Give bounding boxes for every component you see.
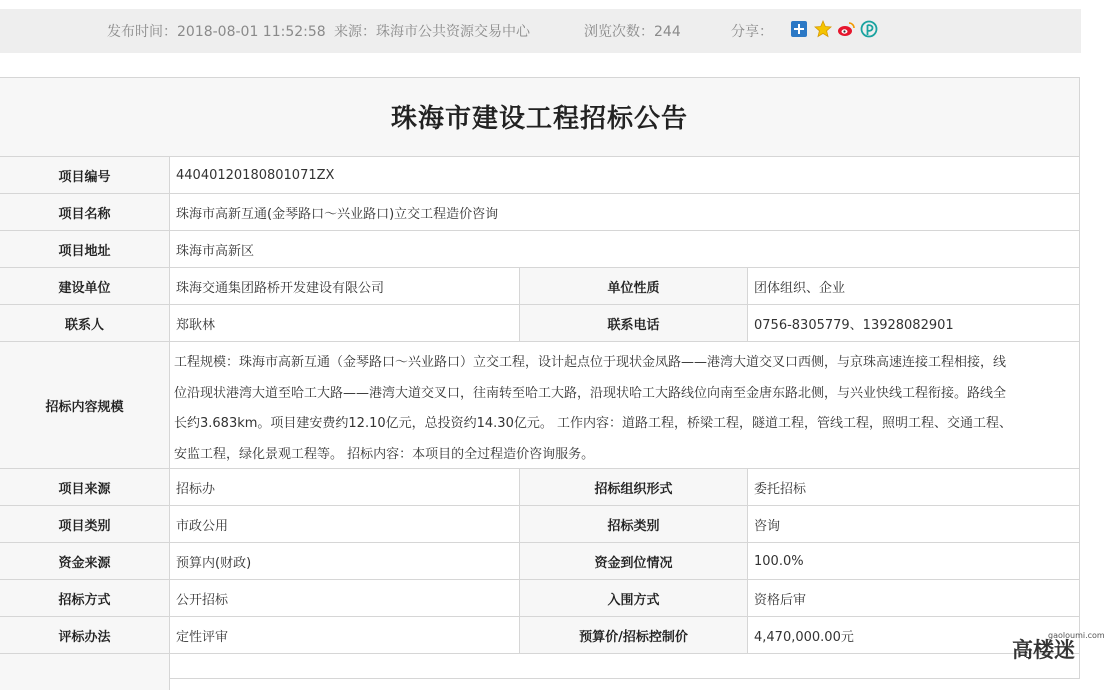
table-row: [0, 506, 1079, 543]
qzone-star-icon[interactable]: [814, 20, 832, 38]
weibo-icon[interactable]: [837, 20, 855, 38]
tender-notice-table: [0, 77, 1080, 679]
article-meta-bar: [0, 9, 1081, 53]
contact-person: 郑耿林: [169, 305, 519, 341]
table-row: [0, 231, 1079, 268]
table-row: [0, 157, 1079, 194]
row-label: 项目类别: [0, 506, 169, 542]
row-label: 项目编号: [0, 157, 169, 193]
table-row: [0, 342, 1079, 469]
builder-name: 珠海交通集团路桥开发建设有限公司: [169, 268, 519, 304]
row-label: 联系人: [0, 305, 169, 341]
table-row: [0, 580, 1079, 617]
row-label: 招标类别: [519, 506, 747, 542]
plus-share-icon[interactable]: [790, 20, 808, 38]
scope-line: 安监工程，绿化景观工程等。 招标内容：本项目的全过程造价咨询服务。: [174, 446, 595, 462]
row-label: 资金到位情况: [519, 543, 747, 579]
scope-line: 工程规模：珠海市高新互通（金琴路口～兴业路口）立交工程，设计起点位于现状金凤路——港湾大道交叉口西侧，与京珠高速连接工程相接，线: [174, 355, 1007, 370]
publish-time: 发布时间：2018-08-01 11:52:58: [107, 24, 326, 40]
row-label: [0, 654, 169, 690]
tender-organization: 委托招标: [747, 469, 1079, 505]
row-label: 资金来源: [0, 543, 169, 579]
scope-line: 位沿现状港湾大道至哈工大路——港湾大道交叉口，往南转至哈工大路，沿现状哈工大路线位向南至金唐东路北侧，与兴业快线工程衔接。路线全: [174, 385, 1007, 401]
row-label: 入围方式: [519, 580, 747, 616]
fund-availability: 100.0%: [747, 543, 1079, 579]
evaluation-method: 定性评审: [169, 617, 519, 653]
tender-category: 咨询: [747, 506, 1079, 542]
row-label: 预算价/招标控制价: [519, 617, 747, 653]
table-row: [0, 617, 1079, 654]
scope-line: 长约3.683km。项目建安费约12.10亿元，总投资约14.30亿元。 工作内容：道路工程，桥梁工程，隧道工程，管线工程，照明工程、交通工程、: [174, 416, 1012, 431]
row-label: 联系电话: [519, 305, 747, 341]
project-number: 44040120180801071ZX: [169, 157, 1079, 193]
page-title: 珠海市建设工程招标公告: [390, 104, 688, 134]
row-label: 项目名称: [0, 194, 169, 230]
share-label: 分享：: [731, 24, 773, 40]
table-row: [0, 543, 1079, 580]
row-label: 项目地址: [0, 231, 169, 267]
fund-source: 预算内(财政): [169, 543, 519, 579]
contact-phone: 0756-8305779、13928082901: [747, 305, 1079, 341]
view-count: 浏览次数：244: [584, 24, 681, 40]
tender-method: 公开招标: [169, 580, 519, 616]
row-label: 招标方式: [0, 580, 169, 616]
builder-nature: 团体组织、企业: [747, 268, 1079, 304]
shortlist-method: 资格后审: [747, 580, 1079, 616]
table-row: [0, 305, 1079, 342]
row-value: [169, 654, 519, 690]
table-row: [0, 194, 1079, 231]
row-label: 招标内容规模: [0, 342, 169, 468]
watermark-logo: [1010, 628, 1105, 662]
row-label: 建设单位: [0, 268, 169, 304]
project-category: 市政公用: [169, 506, 519, 542]
watermark-text: 高楼迷: [1012, 638, 1075, 662]
row-label: 单位性质: [519, 268, 747, 304]
project-name: 珠海市高新互通(金琴路口～兴业路口)立交工程造价咨询: [169, 194, 1079, 230]
table-row: [0, 654, 1079, 690]
control-price: 4,470,000.00元: [747, 617, 1079, 653]
table-row: [0, 469, 1079, 506]
project-source: 招标办: [169, 469, 519, 505]
watermark-url: gaoloumi.com: [1048, 631, 1105, 640]
row-label: 项目来源: [0, 469, 169, 505]
project-address: 珠海市高新区: [169, 231, 1079, 267]
table-row: [0, 268, 1079, 305]
row-label: 评标办法: [0, 617, 169, 653]
title-row: [0, 78, 1079, 157]
pinterest-icon[interactable]: [860, 20, 878, 38]
source: 来源：珠海市公共资源交易中心: [334, 24, 530, 40]
tender-scope-text: [174, 348, 1074, 470]
row-label: 招标组织形式: [519, 469, 747, 505]
